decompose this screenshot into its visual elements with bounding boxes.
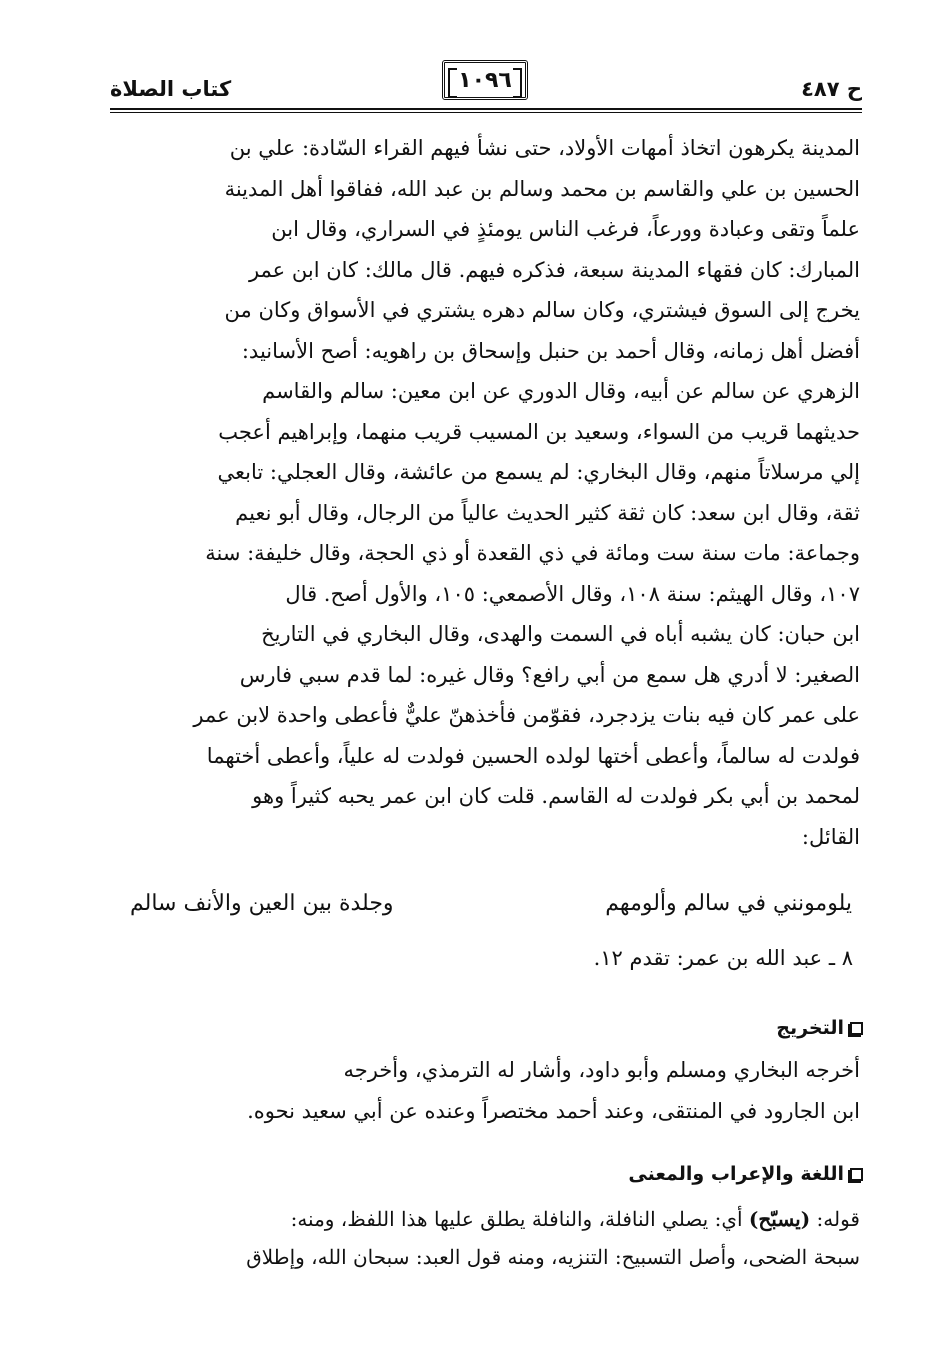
takhrij-text [108,1050,860,1131]
header-divider-thin [110,112,862,113]
text-line: الحسين بن علي والقاسم بن محمد وسالم بن عبد الله، ففاقوا أهل المدينة [224,176,860,201]
text-line: أخرجه البخاري ومسلم وأبو داود، وأشار له الترمذي، وأخرجه [343,1058,860,1082]
text-line: إلي مرسلاتاً منهم، وقال البخاري: لم يسمع من عائشة، وقال العجلي: تابعي [217,460,860,484]
text-line: الصغير: لا أدري هل سمع من أبي رافع؟ وقال غيره: لما قدم سبي فارس [239,662,860,687]
text-line: المبارك: كان فقهاء المدينة سبعة، فذكره فيهم. قال مالك: كان ابن عمر [248,257,860,282]
text-line: علماً وتقى وعبادة وورعاً، فرغب الناس يومئذٍ في السراري، وقال ابن [271,217,860,241]
text-line: ابن الجارود في المنتقى، وعند أحمد مختصراً وعنده عن أبي سعيد نحوه. [247,1098,860,1123]
page-number: ١٠٩٦ [442,60,528,100]
square-bullet-icon [850,1022,863,1035]
poem-first-hemistich: يلومونني في سالم وألومهم [605,891,852,916]
square-bullet-icon [850,1168,863,1181]
text-line: حديثهما قريب من السواء، وسعيد بن المسيب قريب منهما، وإبراهيم أعجب [218,419,860,444]
line-prefix: قوله: [810,1207,860,1231]
narrator-note: ٨ ـ عبد الله بن عمر: تقدم ١٢. [593,946,853,970]
takhrij-heading [776,1014,863,1042]
defined-term: (يسبّح) [748,1207,811,1231]
text-line: سبحة الضحى، وأصل التسبيح: التنزيه، ومنه قول العبد: سبحان الله، وإطلاق [246,1245,860,1269]
header-divider [110,108,862,110]
poem-second-hemistich: وجلدة بين العين والأنف سالم [130,891,394,916]
text-line: ابن حبان: كان يشبه أباه في السمت والهدى، وقال البخاري في التاريخ [261,622,860,646]
text-line: على عمر كان فيه بنات يزدجرد، فقوّمن فأخذهنّ عليٌّ فأعطى واحدة لابن عمر [193,703,860,727]
main-text [108,128,860,857]
hadith-reference: ح ٤٨٧ [801,77,862,101]
book-title: كتاب الصلاة [110,77,232,101]
lugha-text [108,1200,860,1276]
text-line: ثقة، وقال ابن سعد: كان ثقة كثير الحديث عالياً من الرجال، وقال أبو نعيم [235,500,860,525]
line-rest: أي: يصلي النافلة، والنافلة يطلق عليها هذا اللفظ، ومنه: [290,1207,749,1231]
page-header [110,58,862,114]
text-line: القائل: [801,824,860,849]
text-line: ١٠٧، وقال الهيثم: سنة ١٠٨، وقال الأصمعي: ١٠٥، والأول أصح. قال [285,581,860,606]
text-line: يخرج إلى السوق فيشتري، وكان سالم دهره يشتري في الأسواق وكان من [224,298,860,322]
takhrij-heading-label: التخريج [776,1017,844,1039]
lugha-heading-label: اللغة والإعراب والمعنى [628,1163,844,1185]
text-line: فولدت له سالماً، وأعطى أختها لولده الحسين فولدت له علياً، وأعطى أختهما [206,743,860,768]
text-line: أفضل أهل زمانه، وقال أحمد بن حنبل وإسحاق بن راهويه: أصح الأسانيد: [241,338,860,363]
poem-verse [130,884,852,924]
text-line: المدينة يكرهون اتخاذ أمهات الأولاد، حتى نشأ فيهم القراء السّادة: علي بن [229,136,860,160]
text-line [108,1200,860,1238]
text-line: لمحمد بن أبي بكر فولدت له القاسم. قلت كان ابن عمر يحبه كثيراً وهو [252,784,860,808]
text-line: الزهري عن سالم عن أبيه، وقال الدوري عن ابن معين: سالم والقاسم [262,379,860,403]
text-line: وجماعة: مات سنة ست ومائة في ذي القعدة أو ذي الحجة، وقال خليفة: سنة [205,541,860,565]
lugha-heading [628,1160,863,1188]
